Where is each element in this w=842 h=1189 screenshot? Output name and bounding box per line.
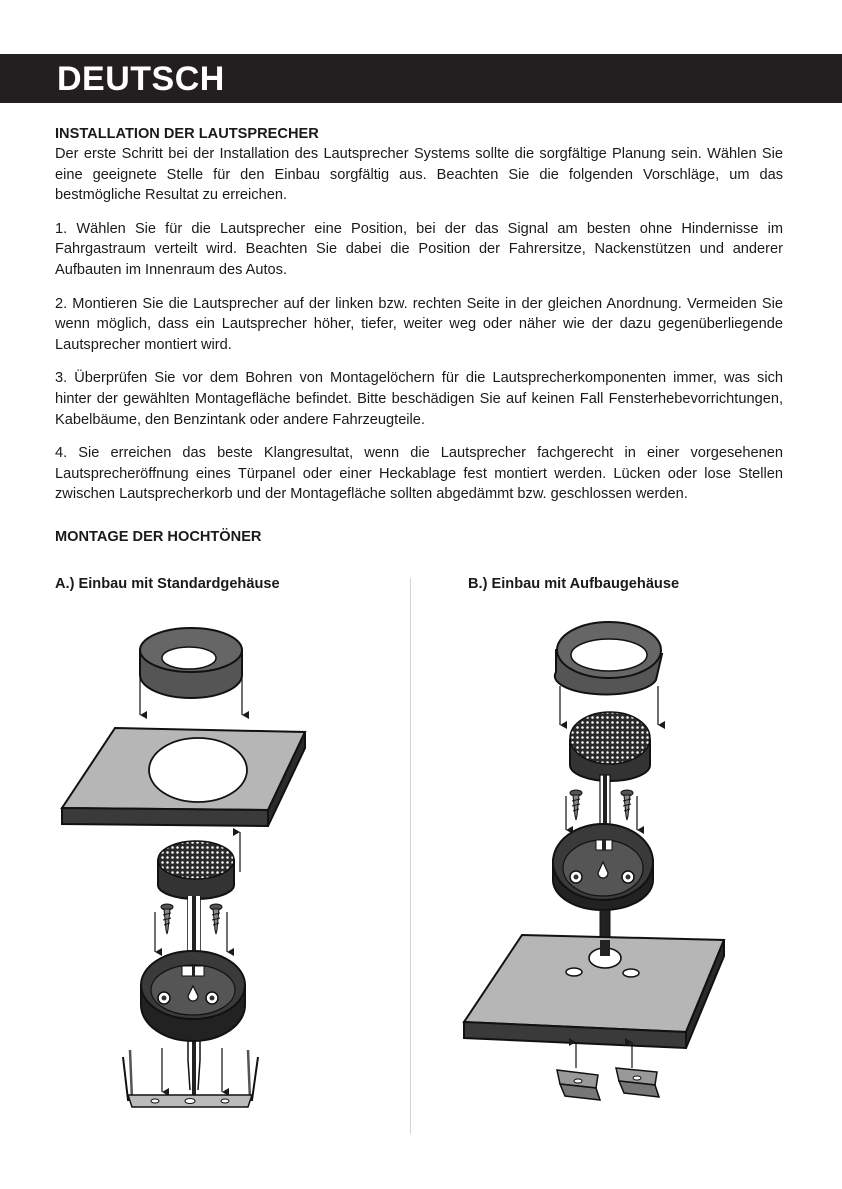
- option-a-diagram: [62, 628, 305, 1107]
- mounting-clip-b-left: [557, 1070, 600, 1100]
- screw-a-left: [161, 904, 173, 934]
- mounting-bracket-a: [123, 1050, 258, 1107]
- page-title: DEUTSCH: [57, 60, 225, 98]
- screw-b-right: [621, 790, 633, 820]
- option-b-diagram: [464, 622, 724, 1100]
- tweeter-cup-b: [553, 824, 653, 910]
- montage-title: MONTAGE DER HOCHTÖNER: [55, 528, 262, 545]
- tweeter-cup-a: [141, 951, 245, 1041]
- screw-a-right: [210, 904, 222, 934]
- step-4: 4. Sie erreichen das beste Klangresultat, wenn die Lautsprecher fachgerecht in einer vorgesehenen Lautsprecheröffnung eines Türpanel oder einer Heckablage fest montiert werden. Lücken oder lose Stellen zwischen Lautsprecherkorb und der Montagefläche sollten abgedämmt bzw. geschlossen werden.: [55, 445, 783, 503]
- intro-paragraph: Der erste Schritt bei der Installation des Lautsprecher Systems sollte die sorgfältige Planung sein. Wählen Sie eine geeignete Stelle für den Einbau sorgfältig aus. Beachten Sie die folgenden Vorschläge, um das bestmögliche Resultat zu erreichen.: [55, 146, 783, 204]
- step-1: 1. Wählen Sie für die Lautsprecher eine Position, bei der das Signal am besten ohne Hindernisse im Fahrgastraum verteilt wird. Beachten Sie dabei die Position der Fahrersitze, Nackenstützen und anderer Aufbauten im Innenraum des Autos.: [55, 220, 783, 278]
- mounting-panel-b: [464, 935, 724, 1048]
- mounting-panel-a: [62, 728, 305, 826]
- installation-title: INSTALLATION DER LAUTSPRECHER: [55, 126, 319, 142]
- step-3: 3. Überprüfen Sie vor dem Bohren von Montagelöchern für die Lautsprecherkomponenten immer, was sich hinter der gewählten Montagefläche befindet. Bitte beschädigen Sie auf keinen Fall Fensterhebevorrichtungen, Kabelbäume, den Benzintank oder andere Fahrzeugteile.: [55, 370, 783, 428]
- screw-b-left: [570, 790, 582, 820]
- mounting-clip-b-right: [616, 1068, 659, 1097]
- tweeter-a: [158, 841, 234, 899]
- option-a-heading: A.) Einbau mit Standardgehäuse: [55, 576, 280, 592]
- step-2: 2. Montieren Sie die Lautsprecher auf der linken bzw. rechten Seite in der gleichen Anordnung. Vermeiden Sie wenn möglich, dass ein Lautsprecher höher, tiefer, weiter weg oder näher wie der dazu gegenüberliegende Lautsprecher montiert wird.: [55, 295, 783, 353]
- option-b-heading: B.) Einbau mit Aufbaugehäuse: [468, 576, 680, 592]
- mounting-ring-a: [140, 628, 242, 698]
- mounting-ring-b: [555, 622, 662, 694]
- tweeter-b: [570, 712, 650, 781]
